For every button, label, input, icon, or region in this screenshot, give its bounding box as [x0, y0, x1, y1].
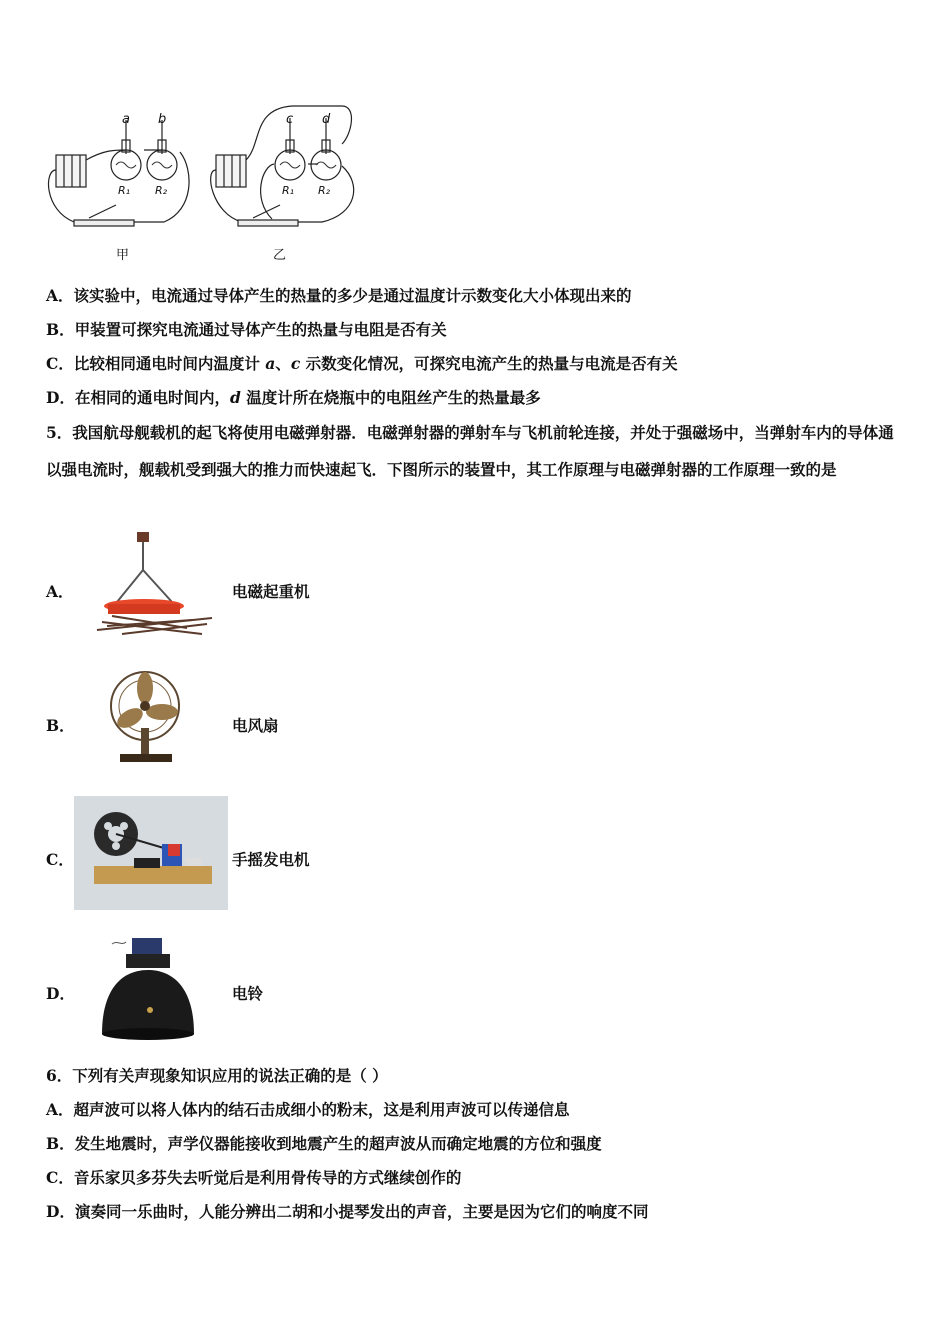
option-letter: C．: [46, 1168, 74, 1187]
label-r2-yi: R₂: [318, 184, 331, 197]
option-text-post: 示数变化情况，可探究电流产生的热量与电流是否有关: [300, 354, 678, 373]
q6-option-c: [46, 1168, 461, 1188]
q4-option-c: [46, 354, 678, 374]
option-letter: B．: [46, 320, 75, 339]
q5-option-a-name: 电磁起重机: [232, 582, 310, 601]
q6-option-d: [46, 1202, 648, 1222]
q5-option-c-letter: C．: [46, 850, 74, 869]
label-r1: R₁: [118, 184, 131, 197]
option-text-mid: 、: [275, 354, 291, 373]
q6-stem: 6．下列有关声现象知识应用的说法正确的是（ ）: [46, 1066, 388, 1085]
option-text: 超声波可以将人体内的结石击成细小的粉末，这是利用声波可以传递信息: [73, 1100, 570, 1119]
option-text-post: 温度计所在烧瓶中的电阻丝产生的热量最多: [240, 388, 541, 407]
option-text: 甲装置可探究电流通过导体产生的热量与电阻是否有关: [74, 320, 447, 339]
q6-option-a: [46, 1100, 570, 1120]
option-letter: B．: [46, 1134, 75, 1153]
q4-option-a: [46, 286, 632, 306]
option-text: 音乐家贝多芬失去听觉后是利用骨传导的方式继续创作的: [73, 1168, 462, 1187]
q5-option-a-letter: A．: [46, 582, 74, 601]
figure-caption-yi: 乙: [273, 248, 287, 263]
option-letter: C．: [46, 354, 74, 373]
q5-stem: 5．我国航母舰载机的起飞将使用电磁弹射器．电磁弹射器的弹射车与飞机前轮连接，并处于强磁场中，当弹射车内的导体通以强电流时，舰载机受到强大的推力而快速起飞．下图所示的装置中，其工作原理与电磁弹射器的工作原理一致的是: [46, 423, 894, 479]
option-text: 该实验中，电流通过导体产生的热量的多少是通过温度计示数变化大小体现出来的: [73, 286, 632, 305]
q4-option-d: [46, 388, 541, 408]
figure-caption-jia: 甲: [116, 248, 130, 263]
q5-option-b-name: 电风扇: [232, 716, 279, 735]
q4-option-b: [46, 320, 447, 340]
option-text: 演奏同一乐曲时，人能分辨出二胡和小提琴发出的声音，主要是因为它们的响度不同: [74, 1202, 649, 1221]
variable-c: c: [290, 354, 301, 373]
variable-a: a: [265, 354, 276, 373]
q5-option-c-name: 手摇发电机: [232, 850, 310, 869]
option-text-pre: 在相同的通电时间内，: [74, 388, 230, 407]
label-r2: R₂: [155, 184, 168, 197]
label-r1-yi: R₁: [282, 184, 295, 197]
q5-option-d-letter: D．: [46, 984, 75, 1003]
q6-option-b: [46, 1134, 602, 1154]
label-a: a: [122, 112, 130, 127]
option-text-pre: 比较相同通电时间内温度计: [73, 354, 266, 373]
variable-d: d: [229, 388, 241, 407]
label-c: c: [286, 112, 294, 127]
option-letter: D．: [46, 1202, 75, 1221]
label-b: b: [158, 112, 167, 127]
q5-option-d-name: 电铃: [232, 984, 264, 1003]
q5-option-b-letter: B．: [46, 716, 75, 735]
option-letter: D．: [46, 388, 75, 407]
option-letter: A．: [46, 286, 74, 305]
label-d: d: [322, 112, 331, 127]
option-letter: A．: [46, 1100, 74, 1119]
option-text: 发生地震时，声学仪器能接收到地震产生的超声波从而确定地震的方位和强度: [74, 1134, 602, 1153]
